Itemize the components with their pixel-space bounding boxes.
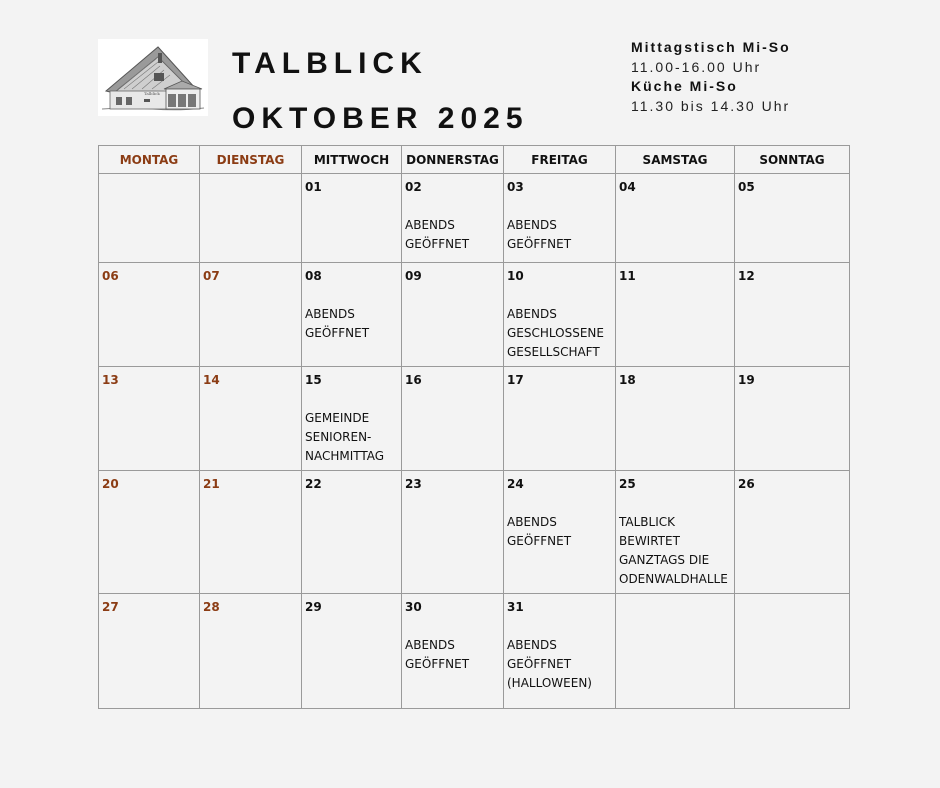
day-number: 18 bbox=[619, 373, 636, 387]
calendar-day-cell bbox=[200, 367, 302, 471]
day-number: 22 bbox=[305, 477, 322, 491]
calendar-day-cell bbox=[99, 263, 200, 367]
day-number: 25 bbox=[619, 477, 636, 491]
calendar-day-cell bbox=[402, 263, 504, 367]
day-number: 13 bbox=[102, 373, 119, 387]
calendar-day-cell bbox=[302, 174, 402, 263]
day-event-note: ABENDS GEÖFFNET bbox=[405, 218, 470, 251]
day-number: 01 bbox=[305, 180, 322, 194]
header-friday: FREITAG bbox=[504, 146, 616, 174]
day-number: 26 bbox=[738, 477, 755, 491]
header-saturday: SAMSTAG bbox=[616, 146, 735, 174]
calendar-day-cell bbox=[200, 174, 302, 263]
opening-hours bbox=[631, 38, 791, 116]
day-event-note: ABENDS GEÖFFNET bbox=[405, 638, 470, 671]
calendar-day-cell bbox=[402, 367, 504, 471]
kitchen-label: Küche Mi-So bbox=[631, 78, 738, 94]
day-number: 08 bbox=[305, 269, 322, 283]
day-number: 24 bbox=[507, 477, 524, 491]
calendar-day-cell bbox=[616, 471, 735, 594]
day-number: 11 bbox=[619, 269, 636, 283]
calendar-day-cell bbox=[504, 263, 616, 367]
calendar-day-cell bbox=[200, 263, 302, 367]
calendar-day-cell bbox=[402, 594, 504, 709]
day-number: 07 bbox=[203, 269, 220, 283]
calendar-day-cell bbox=[302, 367, 402, 471]
calendar-day-cell bbox=[616, 367, 735, 471]
day-number: 23 bbox=[405, 477, 422, 491]
page-title bbox=[232, 36, 529, 146]
calendar-day-cell bbox=[735, 174, 850, 263]
logo-caption: Talblick bbox=[144, 91, 160, 96]
calendar-day-cell bbox=[504, 367, 616, 471]
calendar-day-cell bbox=[402, 174, 504, 263]
calendar-day-cell bbox=[504, 594, 616, 709]
day-number: 17 bbox=[507, 373, 524, 387]
header-monday: MONTAG bbox=[99, 146, 200, 174]
house-icon bbox=[98, 39, 208, 116]
day-event-note: ABENDS GEÖFFNET bbox=[305, 307, 370, 340]
day-number: 04 bbox=[619, 180, 636, 194]
day-number: 02 bbox=[405, 180, 422, 194]
day-number: 28 bbox=[203, 600, 220, 614]
calendar-day-cell bbox=[200, 594, 302, 709]
day-number: 06 bbox=[102, 269, 119, 283]
calendar-day-cell bbox=[504, 471, 616, 594]
header-tuesday: DIENSTAG bbox=[200, 146, 302, 174]
calendar-body bbox=[99, 174, 850, 709]
day-number: 27 bbox=[102, 600, 119, 614]
calendar-day-cell bbox=[735, 263, 850, 367]
calendar-week-row bbox=[99, 263, 850, 367]
logo-house-sketch bbox=[98, 39, 208, 116]
calendar-day-cell bbox=[616, 174, 735, 263]
calendar-day-cell bbox=[99, 174, 200, 263]
day-event-note: GEMEINDE SENIOREN- NACHMITTAG bbox=[305, 411, 385, 463]
day-event-note: ABENDS GESCHLOSSENE GESELLSCHAFT bbox=[507, 307, 604, 359]
day-number: 19 bbox=[738, 373, 755, 387]
day-number: 09 bbox=[405, 269, 422, 283]
day-number: 30 bbox=[405, 600, 422, 614]
day-number: 03 bbox=[507, 180, 524, 194]
calendar-day-cell bbox=[302, 263, 402, 367]
calendar-day-cell bbox=[616, 594, 735, 709]
weekday-header-row bbox=[99, 146, 850, 174]
day-number: 31 bbox=[507, 600, 524, 614]
calendar-week-row bbox=[99, 471, 850, 594]
day-number: 14 bbox=[203, 373, 220, 387]
header-thursday: DONNERSTAG bbox=[402, 146, 504, 174]
calendar-week-row bbox=[99, 367, 850, 471]
day-number: 16 bbox=[405, 373, 422, 387]
calendar-day-cell bbox=[99, 594, 200, 709]
calendar-day-cell bbox=[504, 174, 616, 263]
calendar-table bbox=[98, 145, 850, 709]
header-wednesday: MITTWOCH bbox=[302, 146, 402, 174]
calendar-day-cell bbox=[616, 263, 735, 367]
calendar-day-cell bbox=[200, 471, 302, 594]
day-number: 15 bbox=[305, 373, 322, 387]
lunch-label: Mittagstisch Mi-So bbox=[631, 39, 791, 55]
calendar-week-row bbox=[99, 174, 850, 263]
title-line-2: OKTOBER 2025 bbox=[232, 102, 529, 135]
title-line-1: TALBLICK bbox=[232, 47, 428, 80]
day-event-note: ABENDS GEÖFFNET (HALLOWEEN) bbox=[507, 638, 592, 690]
header-sunday: SONNTAG bbox=[735, 146, 850, 174]
day-number: 21 bbox=[203, 477, 220, 491]
calendar-week-row bbox=[99, 594, 850, 709]
day-number: 10 bbox=[507, 269, 524, 283]
calendar-day-cell bbox=[302, 594, 402, 709]
calendar-day-cell bbox=[302, 471, 402, 594]
calendar-day-cell bbox=[735, 471, 850, 594]
day-number: 12 bbox=[738, 269, 755, 283]
calendar-day-cell bbox=[99, 471, 200, 594]
day-event-note: TALBLICK BEWIRTET GANZTAGS DIE ODENWALDHALLE bbox=[619, 515, 728, 586]
kitchen-time: 11.30 bis 14.30 Uhr bbox=[631, 97, 791, 114]
day-number: 29 bbox=[305, 600, 322, 614]
day-number: 05 bbox=[738, 180, 755, 194]
day-number: 20 bbox=[102, 477, 119, 491]
calendar-day-cell bbox=[735, 367, 850, 471]
day-event-note: ABENDS GEÖFFNET bbox=[507, 515, 572, 548]
day-event-note: ABENDS GEÖFFNET bbox=[507, 218, 572, 251]
calendar-day-cell bbox=[402, 471, 504, 594]
lunch-time: 11.00-16.00 Uhr bbox=[631, 58, 762, 75]
calendar-day-cell bbox=[735, 594, 850, 709]
calendar-day-cell bbox=[99, 367, 200, 471]
